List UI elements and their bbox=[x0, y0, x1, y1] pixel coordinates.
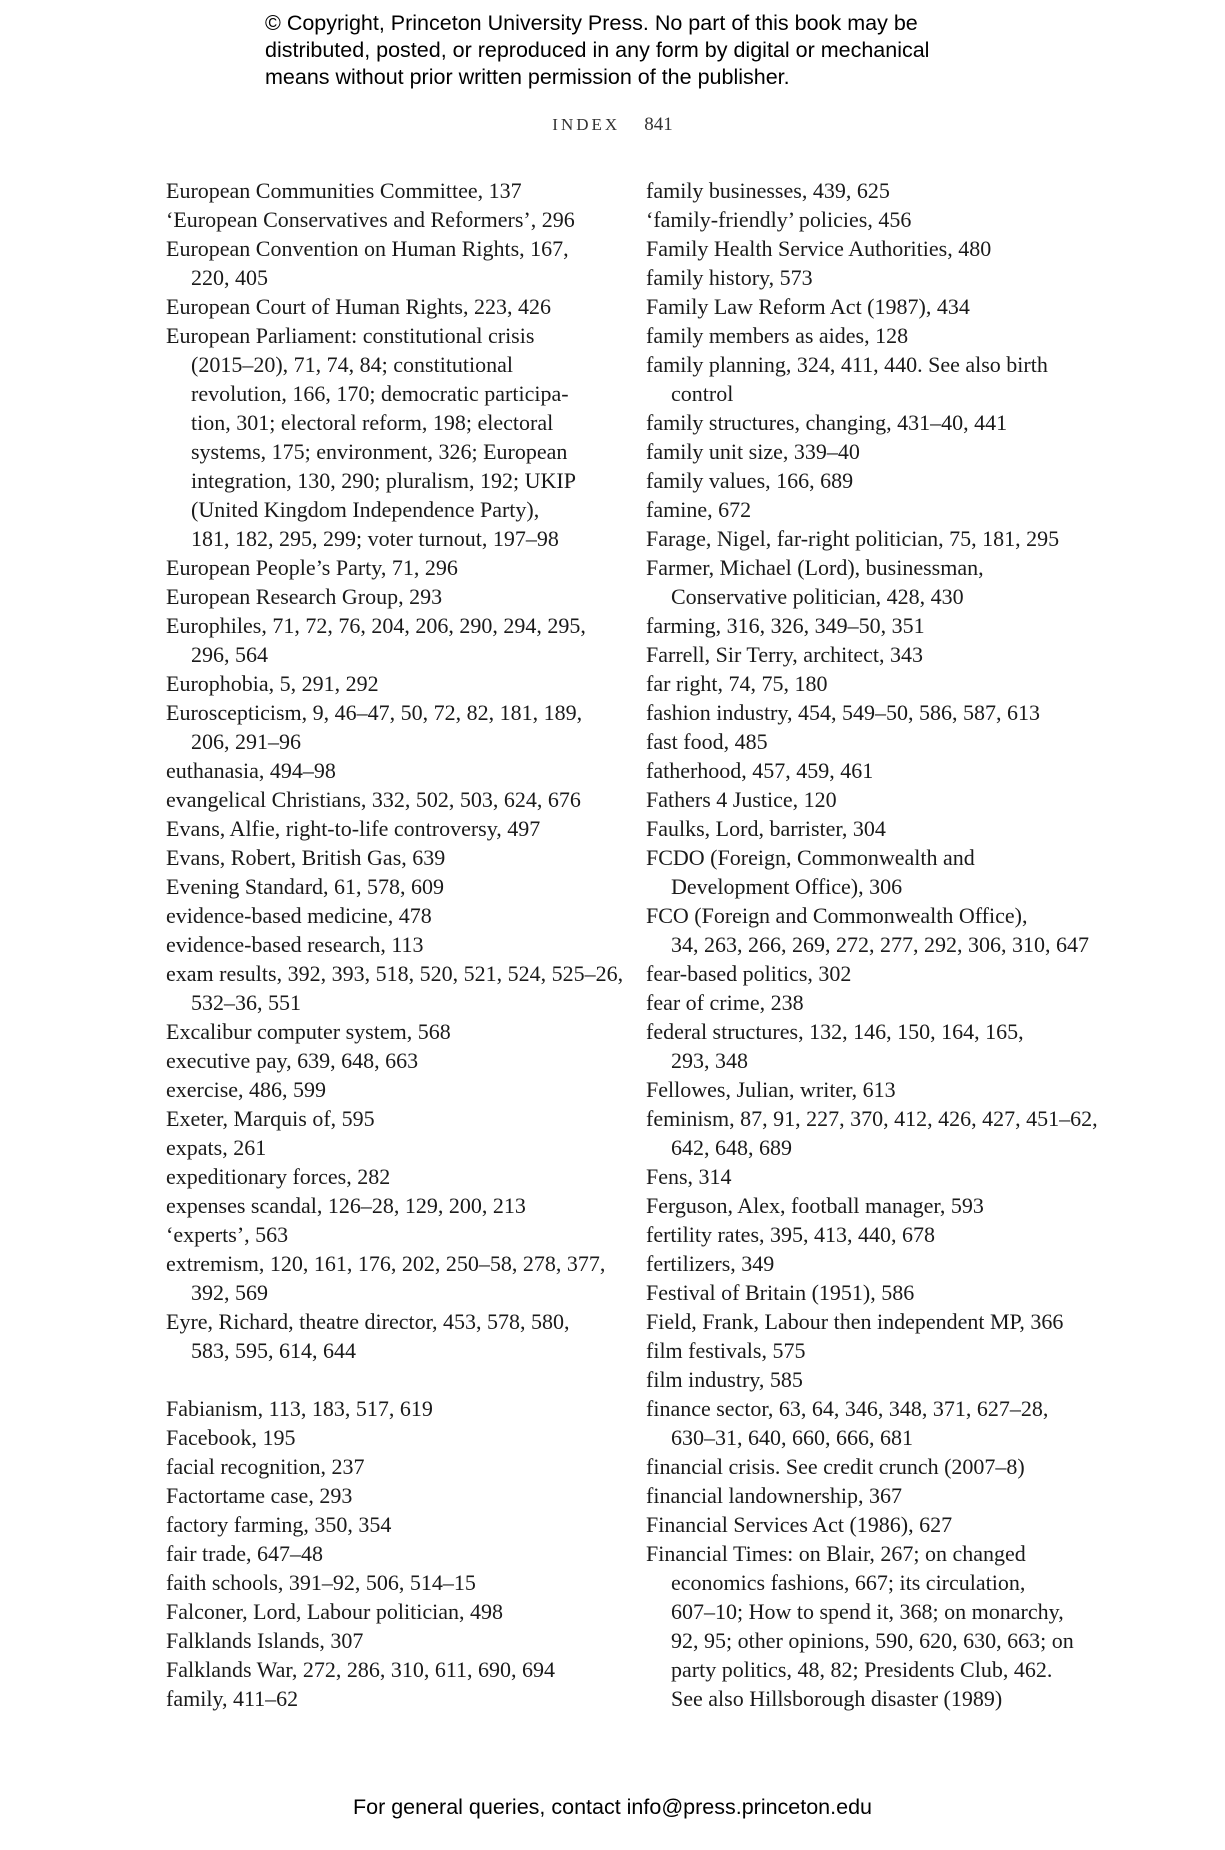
index-entry bbox=[646, 901, 1089, 959]
index-entry-continuation: 220, 405 bbox=[191, 265, 268, 290]
index-entry bbox=[646, 698, 1086, 727]
index-entry-line: film festivals, 575 bbox=[646, 1338, 806, 1363]
index-entry bbox=[166, 756, 636, 785]
index-entry bbox=[166, 1133, 636, 1162]
index-entry-line: evidence-based research, 113 bbox=[166, 932, 424, 957]
index-entry-continuation: tion, 301; electoral reform, 198; electoral bbox=[191, 410, 554, 435]
index-entry-line: family history, 573 bbox=[646, 265, 813, 290]
index-entry-continuation: 296, 564 bbox=[191, 642, 268, 667]
index-entry-line: Eyre, Richard, theatre director, 453, 578, 580, bbox=[166, 1309, 570, 1334]
index-entry-line: federal structures, 132, 146, 150, 164, 165, bbox=[646, 1019, 1024, 1044]
index-entry-continuation: 206, 291–96 bbox=[191, 729, 301, 754]
index-entry-line: Family Health Service Authorities, 480 bbox=[646, 236, 992, 261]
index-entry-continuation: integration, 130, 290; pluralism, 192; UKIP bbox=[191, 468, 576, 493]
index-entry-line: famine, 672 bbox=[646, 497, 752, 522]
index-entry-line: fear of crime, 238 bbox=[646, 990, 804, 1015]
index-entry-line: fertilizers, 349 bbox=[646, 1251, 775, 1276]
index-entry bbox=[166, 1568, 636, 1597]
index-entry bbox=[646, 1249, 1086, 1278]
index-entry-line: family, 411–62 bbox=[166, 1686, 299, 1711]
index-entry-line: executive pay, 639, 648, 663 bbox=[166, 1048, 419, 1073]
index-entry-line: exercise, 486, 599 bbox=[166, 1077, 327, 1102]
index-entry bbox=[646, 640, 1086, 669]
index-entry bbox=[166, 1597, 636, 1626]
index-entry bbox=[646, 495, 1086, 524]
index-entry bbox=[646, 814, 1086, 843]
index-entry-line: ‘experts’, 563 bbox=[166, 1222, 289, 1247]
index-entry bbox=[166, 1539, 636, 1568]
index-entry-line: Fathers 4 Justice, 120 bbox=[646, 787, 837, 812]
index-entry bbox=[646, 321, 1086, 350]
index-entry bbox=[166, 1626, 636, 1655]
page-number: 841 bbox=[644, 114, 673, 135]
index-entry-line: financial landownership, 367 bbox=[646, 1483, 902, 1508]
index-entry-line: European Convention on Human Rights, 167, bbox=[166, 236, 569, 261]
index-entry-line: European Research Group, 293 bbox=[166, 584, 443, 609]
index-entry bbox=[166, 1655, 636, 1684]
index-entry-continuation: 92, 95; other opinions, 590, 620, 630, 663; on bbox=[671, 1628, 1074, 1653]
running-head bbox=[0, 114, 1225, 136]
index-entry-line: European Parliament: constitutional crisis bbox=[166, 323, 535, 348]
index-entry-continuation: party politics, 48, 82; Presidents Club, 462. bbox=[671, 1657, 1053, 1682]
index-entry-line: Evans, Alfie, right-to-life controversy, 497 bbox=[166, 816, 541, 841]
index-column-right bbox=[646, 176, 1098, 1713]
index-entry bbox=[166, 1684, 636, 1713]
index-entry bbox=[646, 1452, 1086, 1481]
index-entry-line: family values, 166, 689 bbox=[646, 468, 854, 493]
index-entry bbox=[646, 1104, 1098, 1162]
index-entry-continuation: 392, 569 bbox=[191, 1280, 268, 1305]
index-entry-line: expats, 261 bbox=[166, 1135, 267, 1160]
index-entry-line: farming, 316, 326, 349–50, 351 bbox=[646, 613, 925, 638]
index-entry bbox=[646, 408, 1086, 437]
index-entry-line: European Court of Human Rights, 223, 426 bbox=[166, 294, 551, 319]
index-entry-line: Farmer, Michael (Lord), businessman, bbox=[646, 555, 984, 580]
index-entry-line: Ferguson, Alex, football manager, 593 bbox=[646, 1193, 984, 1218]
index-entry-line: family members as aides, 128 bbox=[646, 323, 909, 348]
index-entry bbox=[166, 814, 636, 843]
index-entry-line: far right, 74, 75, 180 bbox=[646, 671, 828, 696]
index-entry-line: Financial Times: on Blair, 267; on changed bbox=[646, 1541, 1026, 1566]
copyright-line: distributed, posted, or reproduced in any form by digital or mechanical bbox=[265, 38, 930, 62]
index-entry-line: feminism, 87, 91, 227, 370, 412, 426, 427, 451–62, bbox=[646, 1106, 1098, 1131]
index-entry-line: euthanasia, 494–98 bbox=[166, 758, 336, 783]
index-entry bbox=[166, 959, 636, 1017]
index-entry bbox=[166, 292, 636, 321]
index-entry bbox=[166, 1510, 636, 1539]
index-entry-line: FCO (Foreign and Commonwealth Office), bbox=[646, 903, 1028, 928]
index-entry bbox=[646, 205, 1086, 234]
index-entry bbox=[646, 1481, 1086, 1510]
index-entry-continuation: Conservative politician, 428, 430 bbox=[671, 584, 964, 609]
index-entry-line: Excalibur computer system, 568 bbox=[166, 1019, 451, 1044]
index-entry bbox=[166, 872, 636, 901]
index-entry bbox=[646, 959, 1086, 988]
index-entry-line: Fens, 314 bbox=[646, 1164, 732, 1189]
index-entry-line: Fabianism, 113, 183, 517, 619 bbox=[166, 1396, 433, 1421]
index-entry bbox=[646, 437, 1086, 466]
index-entry-line: Fellowes, Julian, writer, 613 bbox=[646, 1077, 896, 1102]
index-entry-line: fair trade, 647–48 bbox=[166, 1541, 323, 1566]
index-entry bbox=[646, 669, 1086, 698]
index-entry-line: ‘European Conservatives and Reformers’, 296 bbox=[166, 207, 575, 232]
index-entry-continuation: 607–10; How to spend it, 368; on monarchy, bbox=[671, 1599, 1064, 1624]
index-entry bbox=[646, 263, 1086, 292]
index-entry-line: fatherhood, 457, 459, 461 bbox=[646, 758, 874, 783]
index-entry-line: finance sector, 63, 64, 346, 348, 371, 627–28, bbox=[646, 1396, 1049, 1421]
index-entry-line: extremism, 120, 161, 176, 202, 250–58, 278, 377, bbox=[166, 1251, 606, 1276]
index-entry-line: factory farming, 350, 354 bbox=[166, 1512, 392, 1537]
index-entry bbox=[166, 1481, 636, 1510]
index-entry-line: Falklands Islands, 307 bbox=[166, 1628, 364, 1653]
index-entry-line: ‘family-friendly’ policies, 456 bbox=[646, 207, 912, 232]
index-entry-line: expeditionary forces, 282 bbox=[166, 1164, 391, 1189]
index-entry bbox=[646, 1220, 1086, 1249]
index-entry bbox=[166, 1104, 636, 1133]
index-entry bbox=[166, 1075, 636, 1104]
index-entry-line: family planning, 324, 411, 440. See also birth bbox=[646, 352, 1048, 377]
index-entry bbox=[646, 727, 1086, 756]
index-entry bbox=[646, 1336, 1086, 1365]
index-entry bbox=[646, 611, 1086, 640]
index-entry bbox=[166, 553, 636, 582]
index-entry bbox=[166, 785, 636, 814]
index-entry-continuation: 532–36, 551 bbox=[191, 990, 301, 1015]
index-entry-line: faith schools, 391–92, 506, 514–15 bbox=[166, 1570, 476, 1595]
index-entry-line: evidence-based medicine, 478 bbox=[166, 903, 432, 928]
index-entry bbox=[646, 1162, 1086, 1191]
index-entry bbox=[166, 234, 636, 292]
index-entry-line: family businesses, 439, 625 bbox=[646, 178, 890, 203]
index-entry bbox=[166, 321, 636, 553]
index-entry-line: facial recognition, 237 bbox=[166, 1454, 365, 1479]
index-entry bbox=[166, 669, 636, 698]
index-entry-line: European People’s Party, 71, 296 bbox=[166, 555, 458, 580]
index-entry-line: Faulks, Lord, barrister, 304 bbox=[646, 816, 886, 841]
index-entry bbox=[646, 553, 1086, 611]
index-entry-line: evangelical Christians, 332, 502, 503, 624, 676 bbox=[166, 787, 581, 812]
index-entry bbox=[646, 785, 1086, 814]
index-entry bbox=[646, 1394, 1086, 1452]
index-entry-continuation: control bbox=[671, 381, 734, 406]
index-entry bbox=[166, 1220, 636, 1249]
index-entry bbox=[166, 698, 636, 756]
index-entry bbox=[646, 176, 1086, 205]
index-entry-line: Europhobia, 5, 291, 292 bbox=[166, 671, 379, 696]
index-entry-line: Evening Standard, 61, 578, 609 bbox=[166, 874, 445, 899]
index-entry-continuation: Development Office), 306 bbox=[671, 874, 903, 899]
index-entry bbox=[646, 1017, 1086, 1075]
index-entry-line: Euroscepticism, 9, 46–47, 50, 72, 82, 181, 189, bbox=[166, 700, 583, 725]
index-entry bbox=[646, 234, 1086, 263]
index-entry-line: Falconer, Lord, Labour politician, 498 bbox=[166, 1599, 503, 1624]
index-entry bbox=[646, 1365, 1086, 1394]
index-entry-continuation: See also Hillsborough disaster (1989) bbox=[671, 1686, 1003, 1711]
index-entry bbox=[166, 611, 636, 669]
index-entry bbox=[646, 756, 1086, 785]
index-entry bbox=[646, 292, 1086, 321]
letter-break bbox=[166, 1365, 636, 1394]
index-entry-line: exam results, 392, 393, 518, 520, 521, 524, 525–26, bbox=[166, 961, 624, 986]
index-entry-line: European Communities Committee, 137 bbox=[166, 178, 522, 203]
index-entry-line: fertility rates, 395, 413, 440, 678 bbox=[646, 1222, 936, 1247]
index-entry-continuation: 293, 348 bbox=[671, 1048, 748, 1073]
index-entry-line: expenses scandal, 126–28, 129, 200, 213 bbox=[166, 1193, 526, 1218]
index-entry bbox=[646, 1539, 1086, 1713]
index-entry-continuation: 642, 648, 689 bbox=[671, 1135, 792, 1160]
index-entry-continuation: (2015–20), 71, 74, 84; constitutional bbox=[191, 352, 514, 377]
index-entry-line: fast food, 485 bbox=[646, 729, 768, 754]
index-entry-line: Factortame case, 293 bbox=[166, 1483, 353, 1508]
index-entry-line: Europhiles, 71, 72, 76, 204, 206, 290, 294, 295, bbox=[166, 613, 586, 638]
index-entry bbox=[646, 1510, 1086, 1539]
index-entry-continuation: 583, 595, 614, 644 bbox=[191, 1338, 356, 1363]
index-entry bbox=[166, 176, 636, 205]
index-entry bbox=[166, 843, 636, 872]
index-entry bbox=[166, 901, 636, 930]
index-entry bbox=[646, 524, 1086, 553]
index-entry bbox=[646, 843, 1086, 901]
index-entry-continuation: revolution, 166, 170; democratic participa- bbox=[191, 381, 569, 406]
index-entry-continuation: systems, 175; environment, 326; European bbox=[191, 439, 568, 464]
index-entry-line: Family Law Reform Act (1987), 434 bbox=[646, 294, 970, 319]
index-entry bbox=[646, 1075, 1086, 1104]
running-head-label: INDEX bbox=[552, 115, 621, 134]
index-entry-line: family unit size, 339–40 bbox=[646, 439, 860, 464]
index-entry-line: Financial Services Act (1986), 627 bbox=[646, 1512, 953, 1537]
index-entry-continuation: (United Kingdom Independence Party), bbox=[191, 497, 540, 522]
index-entry-line: fashion industry, 454, 549–50, 586, 587, 613 bbox=[646, 700, 1040, 725]
footer-contact: For general queries, contact info@press.princeton.edu bbox=[352, 1795, 872, 1819]
index-entry bbox=[166, 1162, 636, 1191]
index-entry-line: Exeter, Marquis of, 595 bbox=[166, 1106, 375, 1131]
index-entry-line: family structures, changing, 431–40, 441 bbox=[646, 410, 1008, 435]
index-entry bbox=[166, 1046, 636, 1075]
index-entry bbox=[166, 582, 636, 611]
index-entry bbox=[166, 1249, 636, 1307]
index-entry bbox=[166, 1191, 636, 1220]
index-entry bbox=[166, 205, 636, 234]
index-entry bbox=[646, 1278, 1086, 1307]
index-entry bbox=[166, 1307, 636, 1365]
index-entry bbox=[166, 1423, 636, 1452]
copyright-notice bbox=[265, 10, 1025, 91]
index-entry-line: fear-based politics, 302 bbox=[646, 961, 852, 986]
index-entry-line: Falklands War, 272, 286, 310, 611, 690, 694 bbox=[166, 1657, 556, 1682]
index-entry-line: Facebook, 195 bbox=[166, 1425, 296, 1450]
index-entry bbox=[646, 1191, 1086, 1220]
index-entry bbox=[646, 988, 1086, 1017]
index-entry bbox=[166, 1452, 636, 1481]
copyright-line: means without prior written permission of the publisher. bbox=[265, 65, 790, 89]
index-entry bbox=[166, 1394, 636, 1423]
index-entry-continuation: economics fashions, 667; its circulation, bbox=[671, 1570, 1026, 1595]
index-entry bbox=[166, 1017, 636, 1046]
index-entry-line: financial crisis. See credit crunch (2007–8) bbox=[646, 1454, 1025, 1479]
index-entry-continuation: 181, 182, 295, 299; voter turnout, 197–98 bbox=[191, 526, 559, 551]
index-column-left bbox=[166, 176, 636, 1713]
index-entry-line: Farage, Nigel, far-right politician, 75, 181, 295 bbox=[646, 526, 1060, 551]
index-entry bbox=[166, 930, 636, 959]
index-entry-line: film industry, 585 bbox=[646, 1367, 803, 1392]
index-entry-line: Field, Frank, Labour then independent MP, 366 bbox=[646, 1309, 1064, 1334]
index-entry bbox=[646, 350, 1086, 408]
index-entry-line: FCDO (Foreign, Commonwealth and bbox=[646, 845, 975, 870]
index-entry-continuation: 630–31, 640, 660, 666, 681 bbox=[671, 1425, 913, 1450]
index-entry-line: Festival of Britain (1951), 586 bbox=[646, 1280, 915, 1305]
index-entry bbox=[646, 466, 1086, 495]
copyright-line: © Copyright, Princeton University Press. No part of this book may be bbox=[265, 11, 918, 35]
index-entry bbox=[646, 1307, 1086, 1336]
index-entry-line: Evans, Robert, British Gas, 639 bbox=[166, 845, 446, 870]
index-entry-line: Farrell, Sir Terry, architect, 343 bbox=[646, 642, 924, 667]
index-entry-continuation: 34, 263, 266, 269, 272, 277, 292, 306, 310, 647 bbox=[671, 932, 1089, 957]
